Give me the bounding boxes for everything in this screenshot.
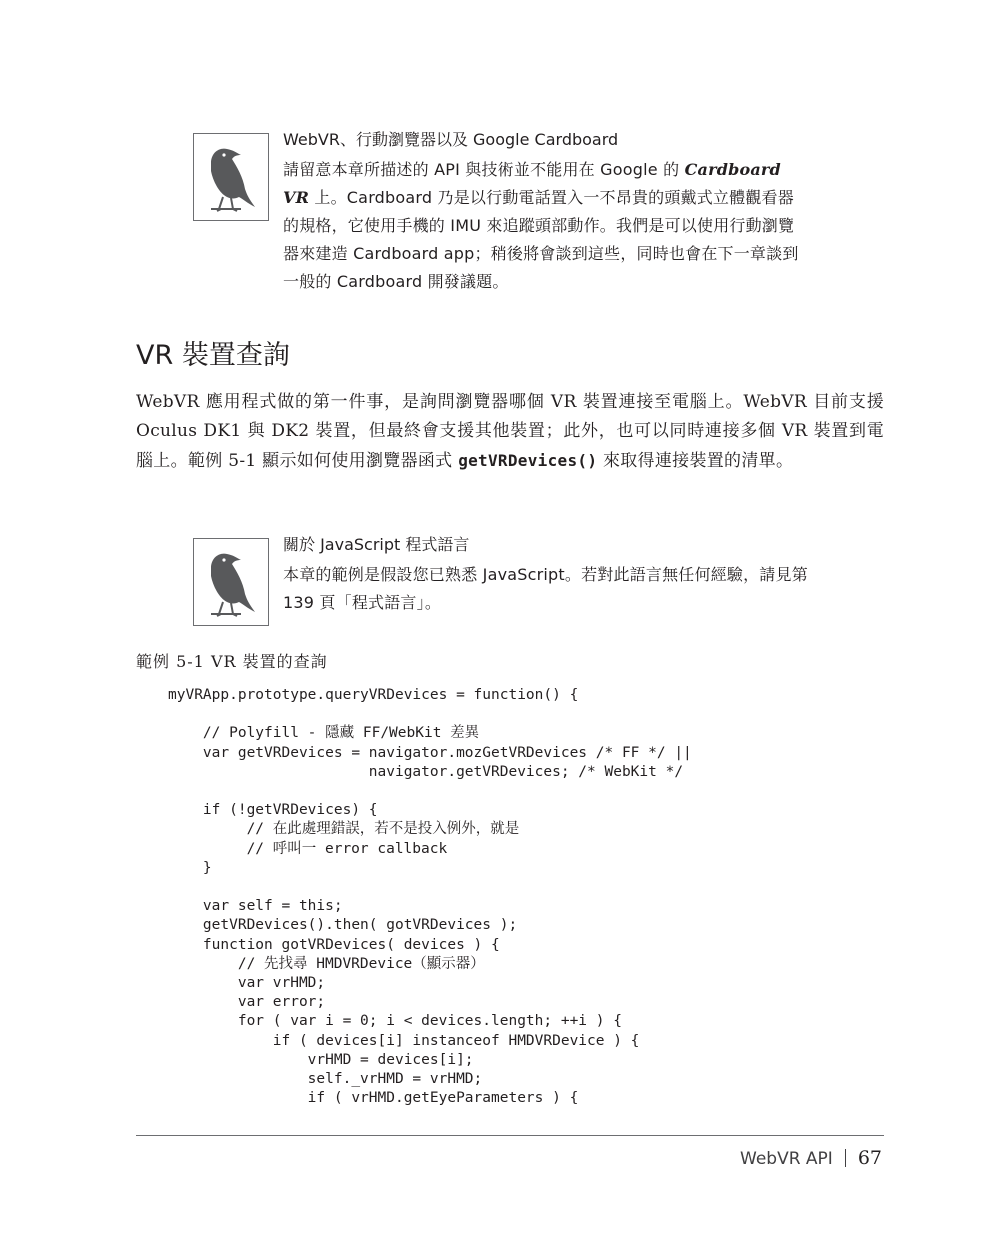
note-text: 請留意本章所描述的 API 與技術並不能用在 Google 的 Cardboard VR 上。Cardboard 乃是以行動電話置入一不昂貴的頭戴式立體觀看器的規格，它使用手機的 IMU 來追蹤頭部動作。我們是可以使用行動瀏覽器來建造 Cardboard app；稍後將會談到這些，同時也會在下一章談到一般的 Cardboard 開發議題。 xyxy=(283,160,799,291)
bird-note-icon xyxy=(193,538,269,626)
footer-separator xyxy=(845,1149,846,1167)
page-number: 67 xyxy=(857,1147,882,1169)
code-listing: myVRApp.prototype.queryVRDevices = function() { // Polyfill - 隱藏 FF/WebKit 差異 var getVRDevices = navigator.mozGetVRDevices /* FF */ || navigator.getVRDevices; /* WebKit */ if (!getVRDevices) { // 在此處理錯誤，若不是投入例外，就是 // 呼叫一 error callback } var self = this; getVRDevices().then( gotVRDevices ); function gotVRDevices( devices ) { // 先找尋 HMDVRDevice（顯示器） var vrHMD; var error; for ( var i = 0; i < devices.length; ++i ) { if ( devices[i] instanceof HMDVRDevice ) { vrHMD = devices[i]; self._vrHMD = vrHMD; if ( vrHMD.getEyeParameters ) { xyxy=(168,687,692,1107)
footer-chapter: WebVR API xyxy=(740,1149,833,1169)
note-title: 關於 JavaScript 程式語言 xyxy=(283,535,470,554)
body-paragraph: WebVR 應用程式做的第一件事，是詢問瀏覽器哪個 VR 裝置連接至電腦上。WebVR 目前支援 Oculus DK1 與 DK2 裝置，但最終會支援其他裝置；此外，也可以同時連接多個 VR 裝置到電腦上。範例 5-1 顯示如何使用瀏覽器函式 getVRDevices() 來取得連接裝置的清單。 xyxy=(136,392,884,471)
section-title: VR 裝置查詢 xyxy=(136,340,290,371)
note-title: WebVR、行動瀏覽器以及 Google Cardboard xyxy=(283,130,619,149)
bird-note-icon xyxy=(193,133,269,221)
note-text: 本章的範例是假設您已熟悉 JavaScript。若對此語言無任何經驗，請見第 139 頁「程式語言」。 xyxy=(283,565,808,612)
footer-rule xyxy=(136,1135,884,1136)
page-footer xyxy=(740,1145,882,1172)
example-caption: 範例 5-1 VR 裝置的查詢 xyxy=(136,652,328,671)
